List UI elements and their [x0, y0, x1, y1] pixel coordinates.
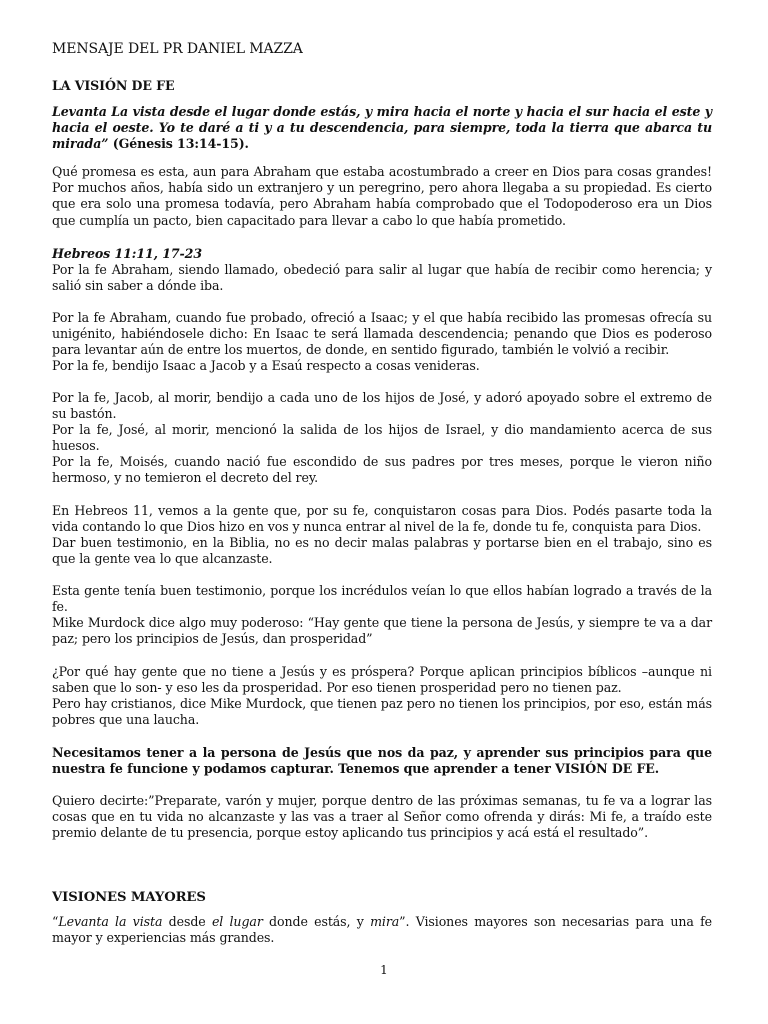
paragraph-promesa: Qué promesa es esta, aun para Abraham que estaba acostumbrado a creer en Dios para cosas grandes! Por muchos años, había sido un extranjero y un peregrino, pero ahora llegaba a su propiedad. Es cierto que era solo una promesa todavía, pero Abraham había comprobado que el Todopoderoso era un Dios que cumplía un pacto, bien capacitado para llevar a cabo lo que había prometido. [52, 164, 712, 228]
hebreos-verse-abraham-llamado: Por la fe Abraham, siendo llamado, obedeció para salir al lugar que había de recibir como herencia; y salió sin saber a dónde iba. [52, 262, 712, 294]
hebreos-verse-jacob: Por la fe, Jacob, al morir, bendijo a cada uno de los hijos de José, y adoró apoyado sobre el extremo de su bastón. [52, 390, 712, 422]
paragraph-cristianos: Pero hay cristianos, dice Mike Murdock, que tienen paz pero no tienen los principios, por eso, están más pobres que una laucha. [52, 696, 712, 728]
quote-el-lugar: el lugar [211, 914, 263, 929]
paragraph-mike-murdock: Mike Murdock dice algo muy poderoso: “Hay gente que tiene la persona de Jesús, y siempre te va a dar paz; pero los principios de Jesús, dan prosperidad” [52, 615, 712, 647]
genesis-verse-reference: (Génesis 13:14-15). [108, 136, 249, 152]
hebreos-verse-jose: Por la fe, José, al morir, mencionó la salida de los hijos de Israel, y dio mandamiento acerca de sus huesos. [52, 422, 712, 454]
quote-text-donde: donde estás, y [262, 914, 371, 929]
paragraph-quiero-decirte: Quiero decirte:”Preparate, varón y mujer, porque dentro de las próximas semanas, tu fe va a lograr las cosas que en tu vida no alcanzaste y las vas a traer al Señor como ofrenda y dirás: Mi fe, a traído este premio delante de tu presencia, porque estoy aplicando tus principios y acá está el resultado”. [52, 793, 712, 841]
paragraph-esta-gente: Esta gente tenía buen testimonio, porque los incrédulos veían lo que ellos habían logrado a través de la fe. [52, 583, 712, 615]
paragraph-visiones-mayores [52, 914, 712, 946]
quote-mira: mira [370, 914, 400, 929]
hebreos-verse-isaac: Por la fe, bendijo Isaac a Jacob y a Esaú respecto a cosas venideras. [52, 358, 480, 373]
paragraph-por-que: ¿Por qué hay gente que no tiene a Jesús y es próspera? Porque aplican principios bíblicos –aunque ni saben que lo son- y eso les da prosperidad. Por eso tienen prosperidad pero no tienen paz. [52, 664, 712, 696]
hebreos-verse-abraham-probado: Por la fe Abraham, cuando fue probado, ofreció a Isaac; y el que había recibido las promesas ofrecía su unigénito, habiéndosele dicho: En Isaac te será llamada descendencia; penando que Dios es poderoso para levantar aún de entre los muertos, de donde, en sentido figurado, también le volvió a recibir. [52, 310, 712, 358]
paragraph-necesitamos-bold: Necesitamos tener a la persona de Jesús que nos da paz, y aprender sus principios para que nuestra fe funcione y podamos capturar. Tenemos que aprender a tener VISIÓN DE FE. [52, 745, 712, 777]
genesis-verse [52, 104, 712, 153]
section-heading-visiones-mayores: VISIONES MAYORES [52, 890, 206, 905]
quote-levanta-la-vista: Levanta la vista [58, 914, 163, 929]
paragraph-buen-testimonio: Dar buen testimonio, en la Biblia, no es no decir malas palabras y portarse bien en el trabajo, sino es que la gente vea lo que alcanzaste. [52, 535, 712, 567]
hebreos-reference: Hebreos 11:11, 17-23 [52, 246, 202, 261]
quote-text-desde: desde [162, 914, 212, 929]
genesis-verse-text: Levanta La vista desde el lugar donde estás, y mira hacia el norte y hacia el sur hacia el este y hacia el oeste. Yo te daré a ti y a tu descendencia, para siempre, toda la tierra que abarca tu mirada” [52, 104, 712, 152]
quote-text-rest: ”. Visiones mayores son necesarias para una fe mayor y experiencias más grandes. [52, 914, 712, 946]
hebreos-verse-moises: Por la fe, Moisés, cuando nació fue escondido de sus padres por tres meses, porque le vieron niño hermoso, y no temieron el decreto del rey. [52, 454, 712, 486]
quote-open: “ [52, 914, 59, 929]
document-title: MENSAJE DEL PR DANIEL MAZZA [52, 41, 303, 57]
paragraph-hebreos-11: En Hebreos 11, vemos a la gente que, por su fe, conquistaron cosas para Dios. Podés pasarte toda la vida contando lo que Dios hizo en vos y nunca entrar al nivel de la fe, donde tu fe, conquista para Dios. [52, 503, 712, 535]
page-number: 1 [380, 963, 388, 977]
section-heading-vision-de-fe: LA VISIÓN DE FE [52, 78, 175, 93]
